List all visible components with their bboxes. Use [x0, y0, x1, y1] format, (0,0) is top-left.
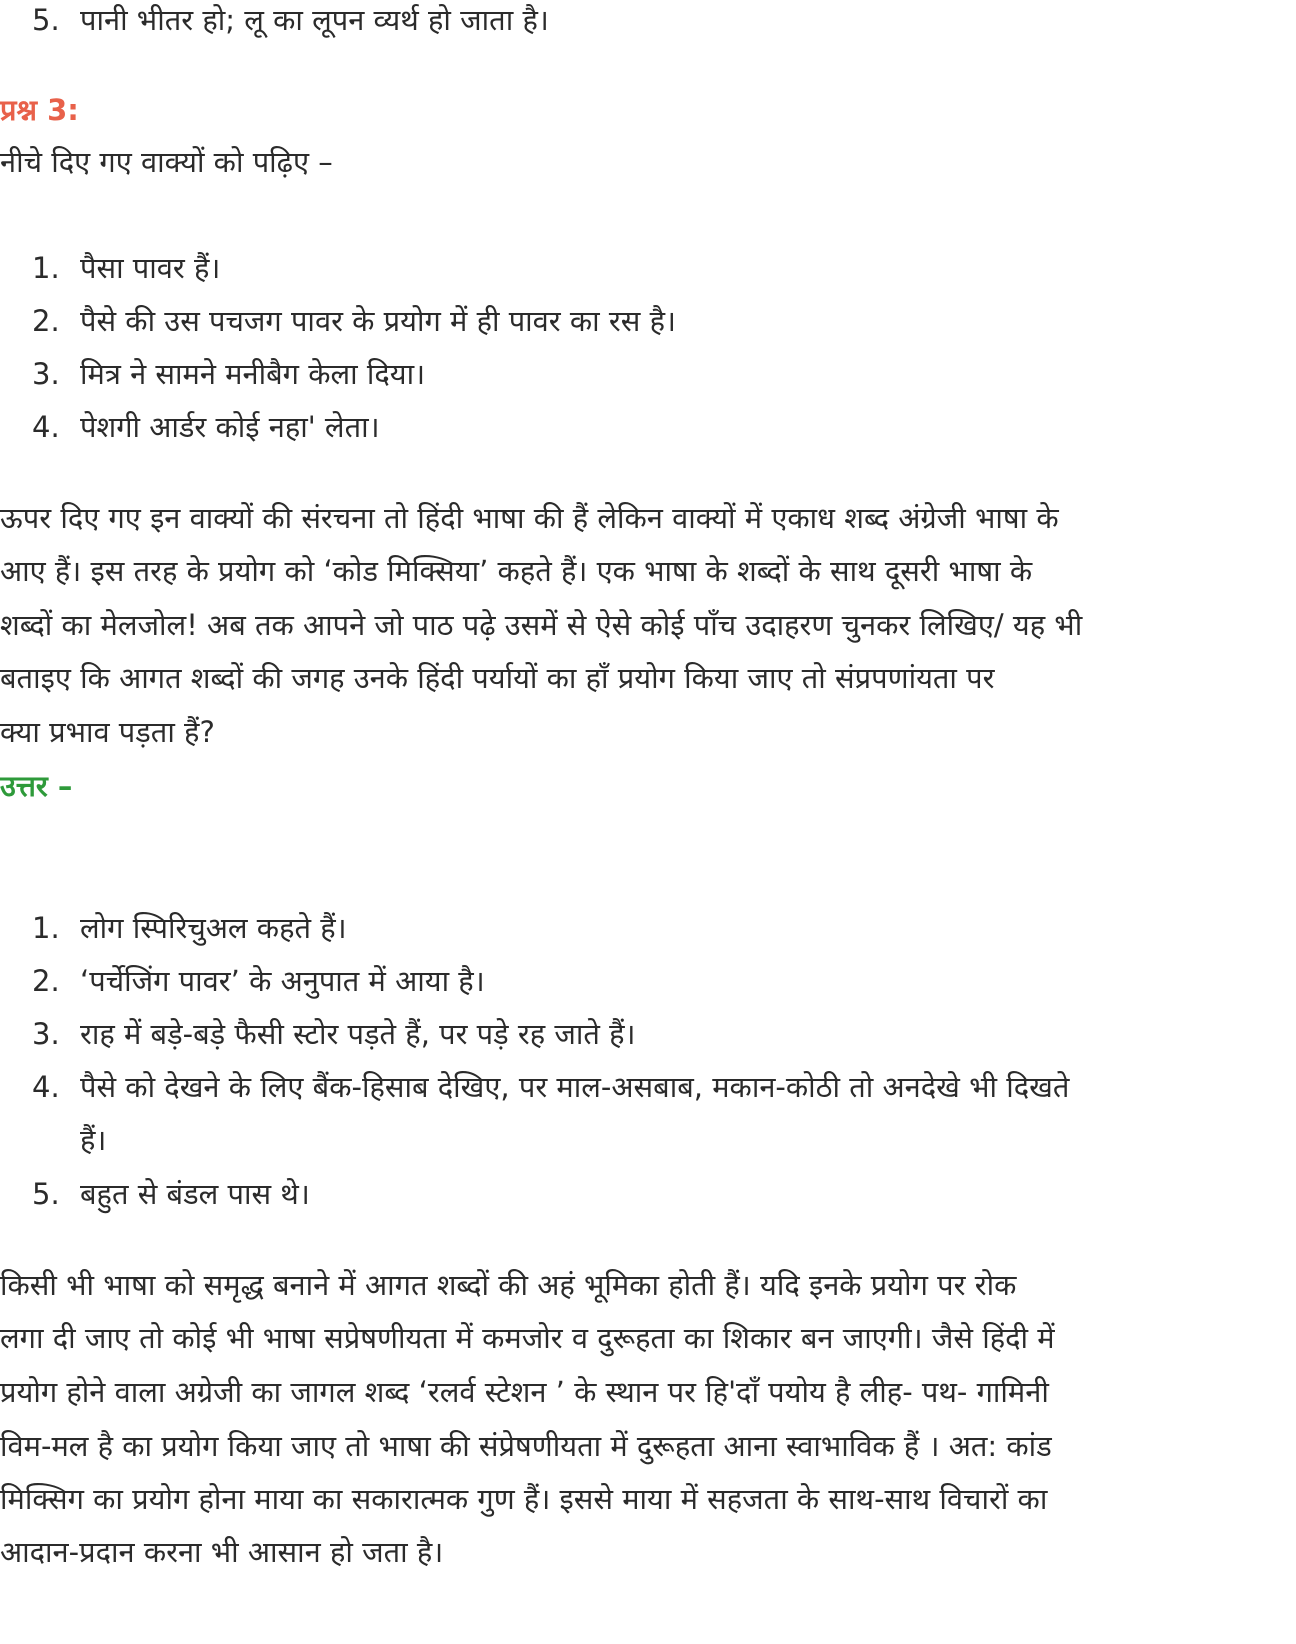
list-number: 4. — [32, 410, 60, 444]
question-paragraph-line: आए हैं। इस तरह के प्रयोग को ‘कोड मिक्सिया’ कहते हैं। एक भाषा के शब्दों के साथ दूसरी भाषा के — [0, 554, 1033, 588]
answer-paragraph-line: विम-मल है का प्रयोग किया जाए तो भाषा की संप्रेषणीयता में दुरूहता आना स्वाभाविक हैं । अत: कांड — [0, 1429, 1052, 1463]
list-text: बहुत से बंडल पास थे। — [80, 1177, 310, 1211]
answer-paragraph-line: प्रयोग होने वाला अग्रेजी का जागल शब्द ‘रलर्व स्टेशन ’ के स्थान पर हि'दाँ पयोय है लीह- पथ- गामिनी — [0, 1375, 1049, 1409]
list-item — [32, 248, 220, 288]
list-text: पानी भीतर हो; लू का लूपन व्यर्थ हो जाता है। — [80, 3, 549, 37]
question-paragraph-line: क्या प्रभाव पड़ता हैं? — [0, 715, 215, 749]
list-number: 2. — [32, 964, 60, 998]
list-text: पैसा पावर हैं। — [80, 251, 221, 285]
answer-paragraph-line: लगा दी जाए तो कोई भी भाषा सप्रेषणीयता में कमजोर व दुरूहता का शिकार बन जाएगी। जैसे हिंदी में — [0, 1321, 1055, 1355]
list-text: पैसे को देखने के लिए बैंक-हिसाब देखिए, पर माल-असबाब, मकान-कोठी तो अनदेखे भी दिखते — [80, 1070, 1070, 1104]
list-number: 3. — [32, 357, 60, 391]
list-item — [32, 1014, 636, 1054]
list-text-continuation: हैं। — [80, 1123, 107, 1157]
question-heading: प्रश्न 3: — [0, 93, 79, 127]
list-item — [32, 0, 549, 40]
list-text: राह में बड़े-बड़े फैसी स्टोर पड़ते हैं, पर पड़े रह जाते हैं। — [80, 1017, 636, 1051]
list-number: 1. — [32, 911, 60, 945]
question-paragraph-line: शब्दों का मेलजोल! अब तक आपने जो पाठ पढ़े उसमें से ऐसे कोई पाँच उदाहरण चुनकर लिखिए/ यह भी — [0, 608, 1083, 642]
question-paragraph-line: ऊपर दिए गए इन वाक्यों की संरचना तो हिंदी भाषा की हैं लेकिन वाक्यों में एकाध शब्द अंग्रेजी भाषा के — [0, 501, 1059, 535]
list-number: 5. — [32, 1177, 60, 1211]
list-number: 5. — [32, 3, 60, 37]
list-item — [32, 908, 347, 948]
list-text: पैसे की उस पचजग पावर के प्रयोग में ही पावर का रस है। — [80, 304, 676, 338]
list-item — [32, 407, 380, 447]
answer-heading: उत्तर – — [0, 769, 73, 803]
list-number: 3. — [32, 1017, 60, 1051]
answer-paragraph-line: किसी भी भाषा को समृद्ध बनाने में आगत शब्दों की अहं भूमिका होती हैं। यदि इनके प्रयोग पर रोक — [0, 1268, 1017, 1302]
list-text: ‘पर्चेजिंग पावर’ के अनुपात में आया है। — [80, 964, 485, 998]
answer-paragraph-line: मिक्सिग का प्रयोग होना माया का सकारात्मक गुण हैं। इससे माया में सहजता के साथ-साथ विचारों का — [0, 1482, 1048, 1516]
list-item — [32, 1067, 1069, 1107]
list-text: पेशगी आर्डर कोई नहा' लेता। — [80, 410, 380, 444]
question-paragraph-line: बताइए कि आगत शब्दों की जगह उनके हिंदी पर्यायों का हाँ प्रयोग किया जाए तो संप्रपणांयता पर — [0, 661, 995, 695]
list-item — [32, 354, 425, 394]
list-number: 2. — [32, 304, 60, 338]
list-number: 4. — [32, 1070, 60, 1104]
list-text: लोग स्पिरिचुअल कहते हैं। — [80, 911, 347, 945]
list-item — [32, 1174, 310, 1214]
answer-paragraph-line: आदान-प्रदान करना भी आसान हो जता है। — [0, 1535, 444, 1569]
list-number: 1. — [32, 251, 60, 285]
list-text: मित्र ने सामने मनीबैग केला दिया। — [80, 357, 426, 391]
list-item — [32, 961, 485, 1001]
question-prompt: नीचे दिए गए वाक्यों को पढ़िए – — [0, 145, 333, 179]
list-item — [32, 301, 676, 341]
